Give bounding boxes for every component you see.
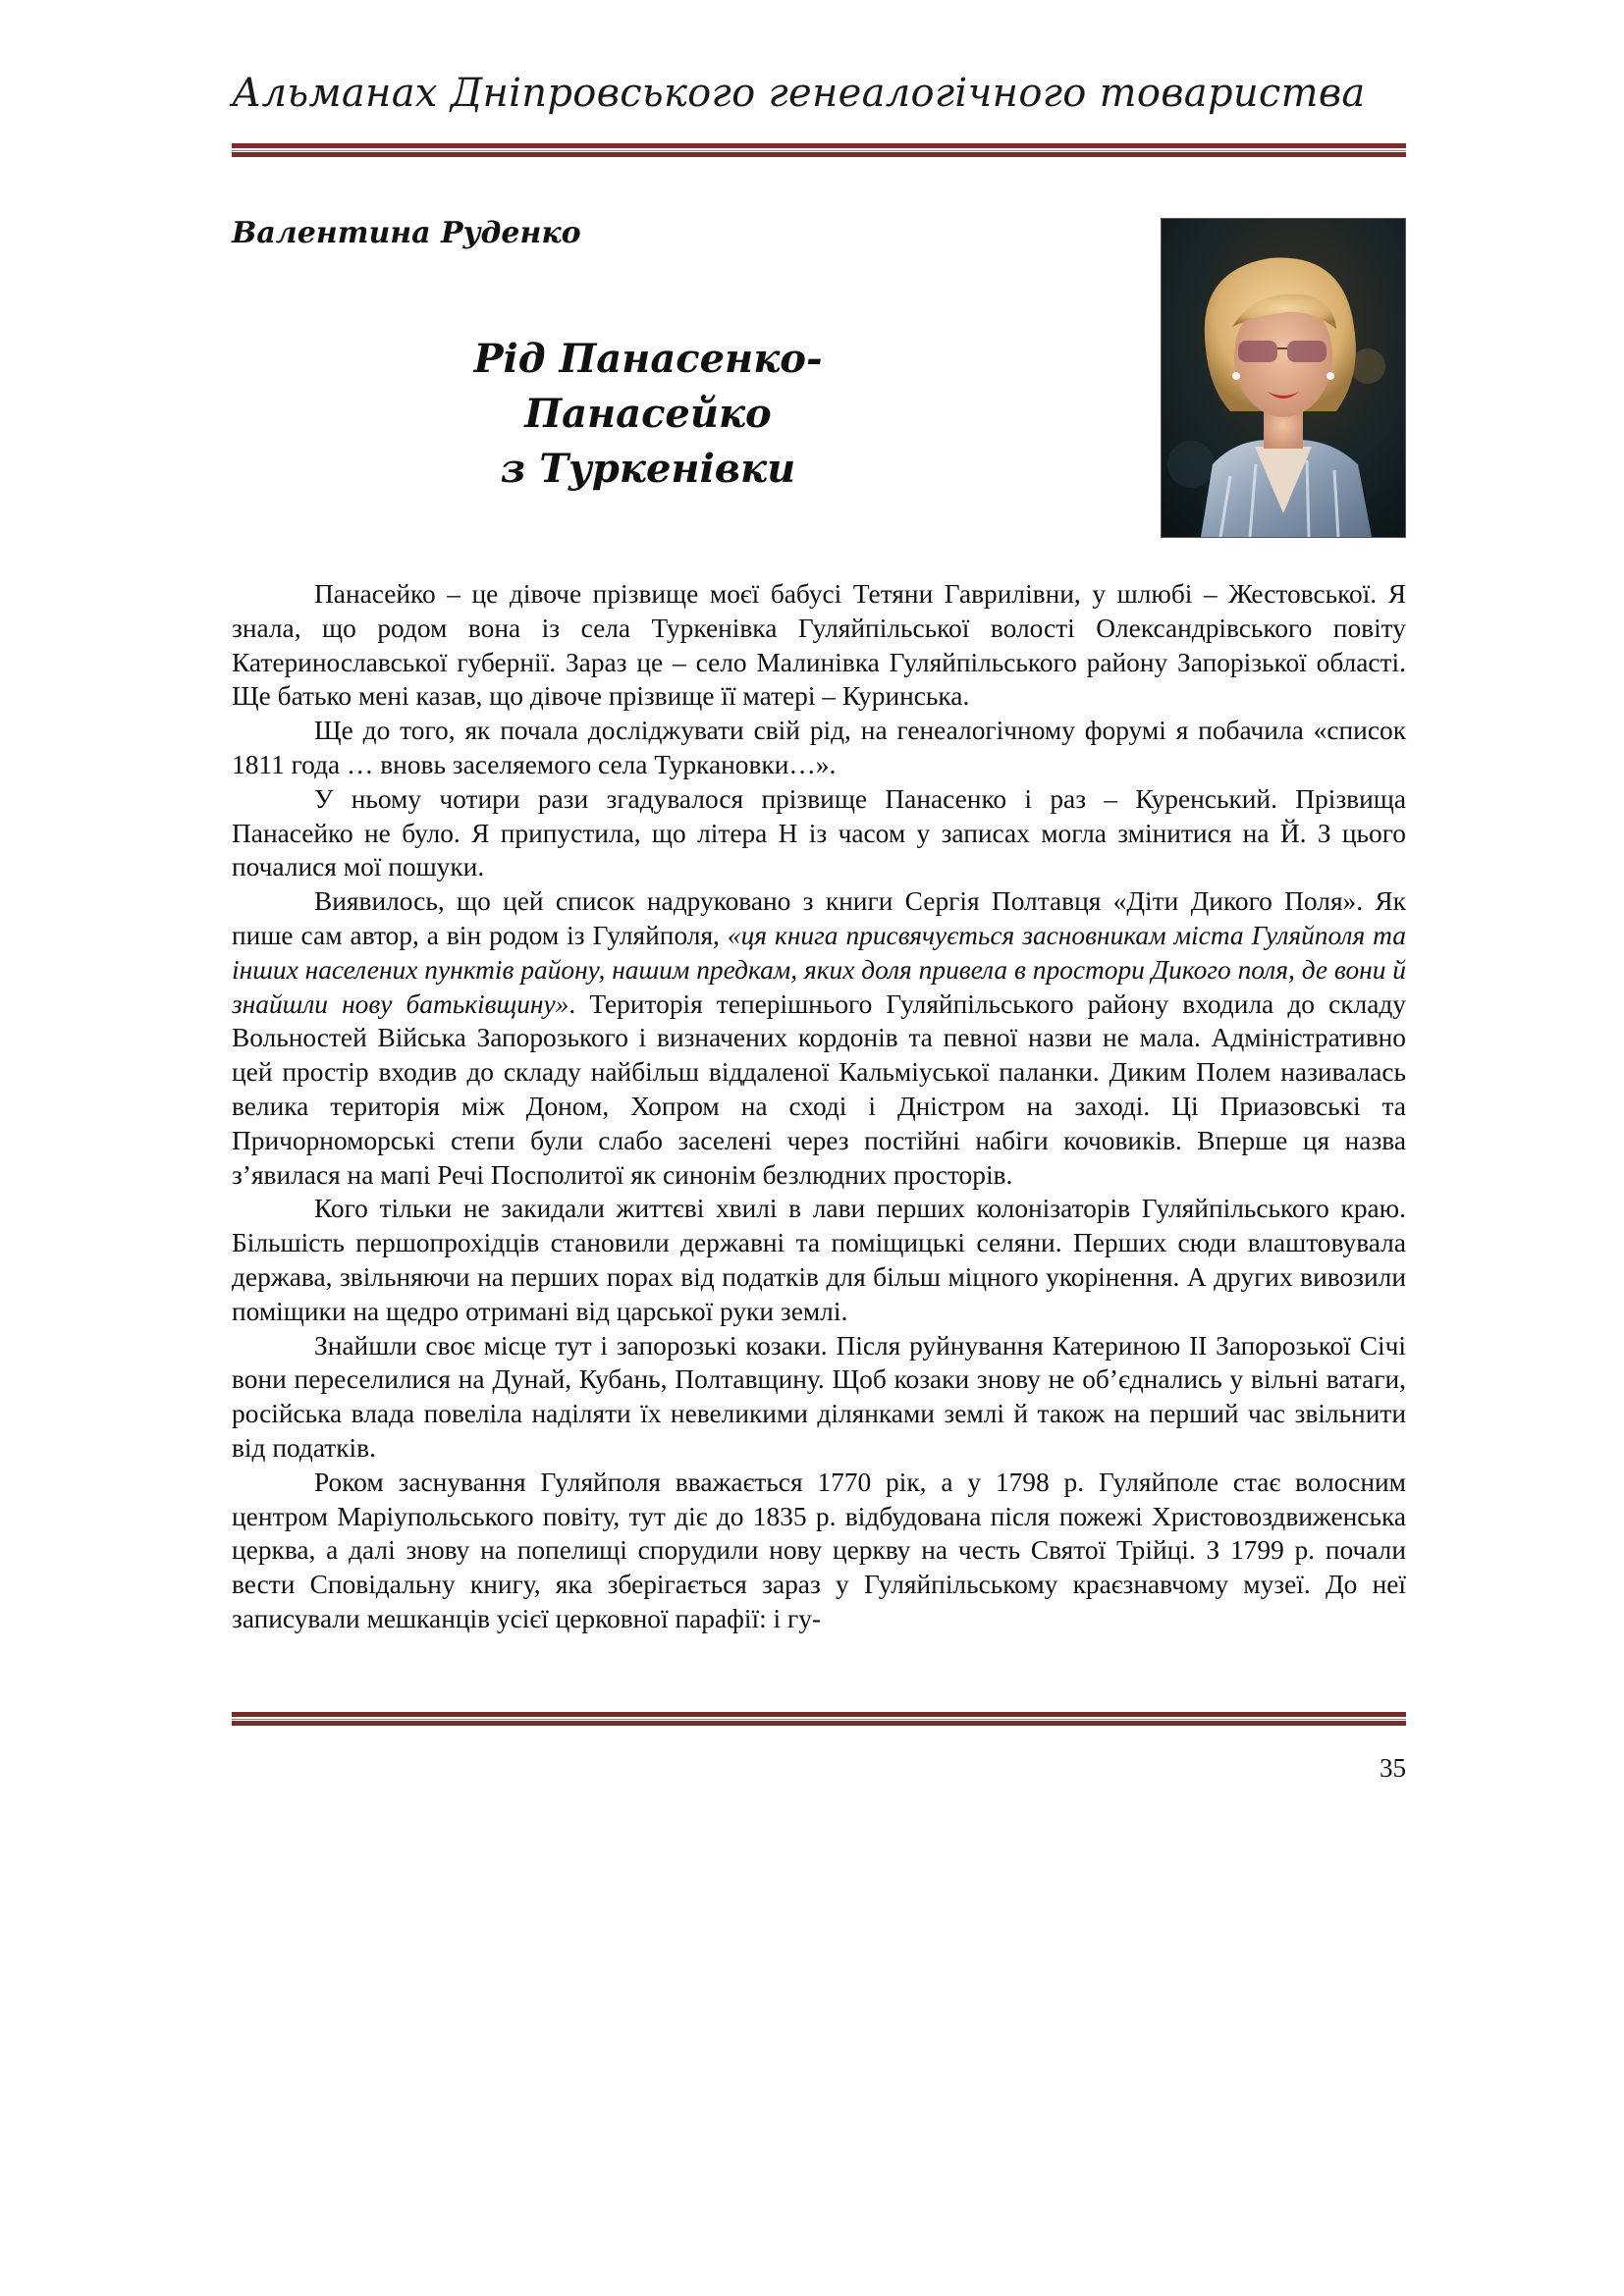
running-head-title: Альманах Дніпровського генеалогічного товариства <box>232 71 1366 116</box>
paragraph-4 <box>232 884 1406 1192</box>
paragraph-7: Роком заснування Гуляйполя вважається 1770 рік, а у 1798 р. Гуляйполе стає волосним центром Маріупольського повіту, тут діє до 1835 р. відбудована після пожежі Христовоздвиженська церква, а далі знову на попелищі спорудили нову церкву на честь Святої Трійці. З 1799 р. почали вести Сповідальну книгу, яка зберігається зараз у Гуляйпільському краєзнавчому музеї. До неї записували мешканців усієї церковної парафії: і гу- <box>232 1467 1406 1633</box>
author-portrait-image <box>1162 219 1405 537</box>
article-title-line-2: з Туркенівки <box>500 446 796 492</box>
article-title <box>353 332 943 497</box>
paragraph-4-quote: «ця книга присвячується засновникам міста Гуляйполя та інших населених пунктів району, нашим предкам, яких доля привела в простори Дикого поля, де вони й знайшли нову батьківщину» <box>232 920 1406 1019</box>
paragraph-6: Знайшли своє місце тут і запорозькі козаки. Після руйнування Катериною II Запорозької Січі вони переселилися на Дунай, Кубань, Полтавщину. Щоб козаки знову не об’єднались у вільні ватаги, російська влада повеліла наділяти їх невеликими ділянками землі й також на перший час звільнити від податків. <box>232 1330 1406 1463</box>
header-rule <box>232 143 1406 157</box>
author-photo <box>1161 218 1406 538</box>
page-number: 35 <box>1380 1753 1406 1783</box>
article-body <box>232 577 1406 1636</box>
author-name: Валентина Руденко <box>232 216 581 250</box>
article-title-line-1: Рід Панасенко-Панасейко <box>473 336 823 437</box>
footer-rule <box>232 1712 1406 1726</box>
paragraph-4-intro: Виявилось, що цей список надруковано з книги Сергія Полтавця «Діти Дикого Поля». Як пише сам автор, а він родом із Гуляйполя, <box>232 886 1406 950</box>
paragraph-5: Кого тільки не закидали життєві хвилі в лави перших колонізаторів Гуляйпільського краю. Більшість першопрохідців становили державні та поміщицькі селяни. Перших сюди влаштовувала держава, звільняючи на перших порах від податків для більш міцного укорінення. А других вивозили поміщики на щедро отримані від царської руки землі. <box>232 1194 1406 1326</box>
paragraph-1: Панасейко – це дівоче прізвище моєї бабусі Тетяни Гаврилівни, у шлюбі – Жестовської. Я знала, що родом вона із села Туркенівка Гуляйпільської волості Олександрівського повіту Катеринославської губернії. Зараз це – село Малинівка Гуляйпільського району Запорізької області. Ще батько мені казав, що дівоче прізвище її матері – Куринська. <box>232 579 1406 712</box>
paragraph-4-rest: . Територія теперішнього Гуляйпільського району входила до складу Вольностей Війська Запорозького і визначених кордонів та певної назви не мала. Адміністративно цей простір входив до складу найбільш віддаленої Кальміуської паланки. Диким Полем називалась велика територія між Доном, Хопром на сході і Дністром на заході. Ці Приазовські та Причорноморські степи були слабо заселені через постійні набіги кочовиків. Вперше ця назва з’явилася на мапі Речі Посполитої як синонім безлюдних просторів. <box>232 988 1406 1190</box>
paragraph-2: Ще до того, як почала досліджувати свій рід, на генеалогічному форумі я побачила «список 1811 года … вновь заселяемого села Туркановки…». <box>232 716 1406 779</box>
paragraph-3: У ньому чотири рази згадувалося прізвище Панасенко і раз – Куренський. Прізвища Панасейко не було. Я припустила, що літера Н із часом у записах могла змінитися на Й. З цього почалися мої пошуки. <box>232 783 1406 882</box>
